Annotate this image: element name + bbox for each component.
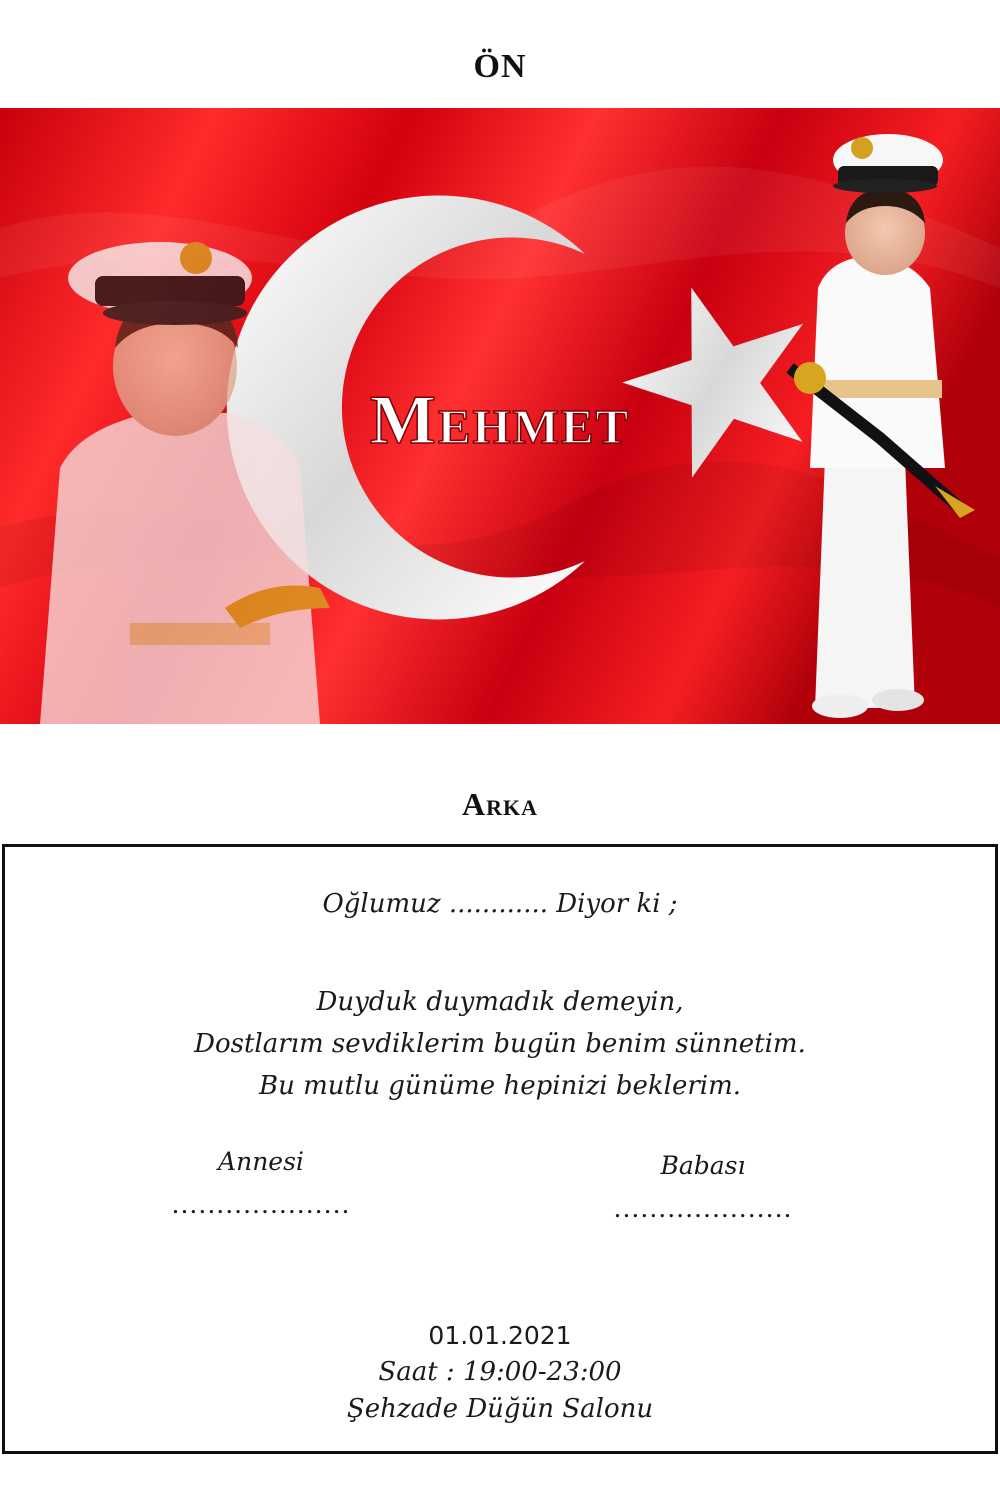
intro-line: Oğlumuz ............ Diyor ki ; <box>322 889 678 919</box>
event-time: Saat : 19:00-23:00 <box>378 1357 622 1387</box>
back-side-label: Arka <box>462 786 538 822</box>
event-date: 01.01.2021 <box>428 1321 572 1350</box>
mother-label: Annesi <box>218 1147 304 1176</box>
invitation-back-card <box>2 844 998 1454</box>
event-details <box>5 1317 995 1428</box>
front-side-label: ÖN <box>473 48 527 85</box>
mother-signature <box>131 1147 391 1219</box>
poem-line: Dostlarım sevdiklerim bugün benim sünnetim. <box>194 1029 806 1059</box>
father-dots: .................... <box>613 1194 793 1223</box>
flag-illustration <box>0 108 1000 724</box>
father-signature <box>573 1151 833 1223</box>
event-venue: Şehzade Düğün Salonu <box>346 1394 654 1424</box>
poem-line: Duyduk duymadık demeyin, <box>316 987 684 1017</box>
child-name: Mehmet <box>369 382 631 459</box>
invitation-front-card <box>0 108 1000 724</box>
father-label: Babası <box>660 1151 746 1180</box>
mother-dots: .................... <box>171 1190 351 1219</box>
poem <box>5 981 995 1107</box>
poem-line: Bu mutlu günüme hepinizi beklerim. <box>258 1071 742 1101</box>
